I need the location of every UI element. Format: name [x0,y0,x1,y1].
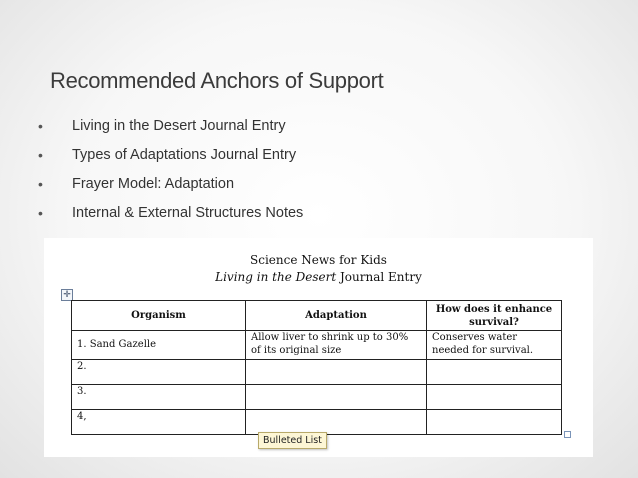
bulleted-list-tooltip: Bulleted List [258,432,327,449]
journal-table[interactable] [71,300,562,435]
table-row [72,410,562,435]
table-cell[interactable]: 1. Sand Gazelle [72,331,246,360]
bullet-text: Frayer Model: Adaptation [72,176,235,192]
header-survival: How does it enhance survival? [427,301,562,331]
bullet-text: Living in the Desert Journal Entry [72,118,286,134]
slide-title: Recommended Anchors of Support [50,68,384,93]
document-screenshot [44,238,593,457]
table-cell[interactable] [427,360,562,385]
bullet-item [38,116,303,145]
subtitle-rest: Journal Entry [336,270,422,284]
table-cell[interactable] [427,410,562,435]
table-row [72,331,562,360]
document-title: Science News for Kids [250,253,387,267]
table-cell[interactable]: Conserves water needed for survival. [427,331,562,360]
bullet-icon: • [38,118,43,134]
table-cell[interactable] [427,385,562,410]
table-resize-handle-icon[interactable] [564,431,571,438]
header-adaptation: Adaptation [246,301,427,331]
table-row [72,385,562,410]
table-move-handle-icon[interactable]: ✛ [61,289,73,301]
bullet-text: Internal & External Structures Notes [72,205,304,221]
bullet-item [38,203,303,232]
table-header-row [72,301,562,331]
table-cell[interactable]: 3. [72,385,246,410]
subtitle-italic: Living in the Desert [215,270,337,284]
bullet-icon: • [38,176,43,192]
bullet-text: Types of Adaptations Journal Entry [72,147,297,163]
table-cell[interactable]: 4, [72,410,246,435]
table-cell[interactable]: 2. [72,360,246,385]
table-cell[interactable] [246,410,427,435]
header-organism: Organism [72,301,246,331]
bullet-icon: • [38,147,43,163]
table-cell[interactable] [246,385,427,410]
document-subtitle [44,270,593,284]
table-cell[interactable]: Allow liver to shrink up to 30% of its original size [246,331,427,360]
bullet-icon: • [38,205,43,221]
bullet-list [38,116,303,232]
bullet-item [38,145,303,174]
bullet-item [38,174,303,203]
table-row [72,360,562,385]
table-cell[interactable] [246,360,427,385]
